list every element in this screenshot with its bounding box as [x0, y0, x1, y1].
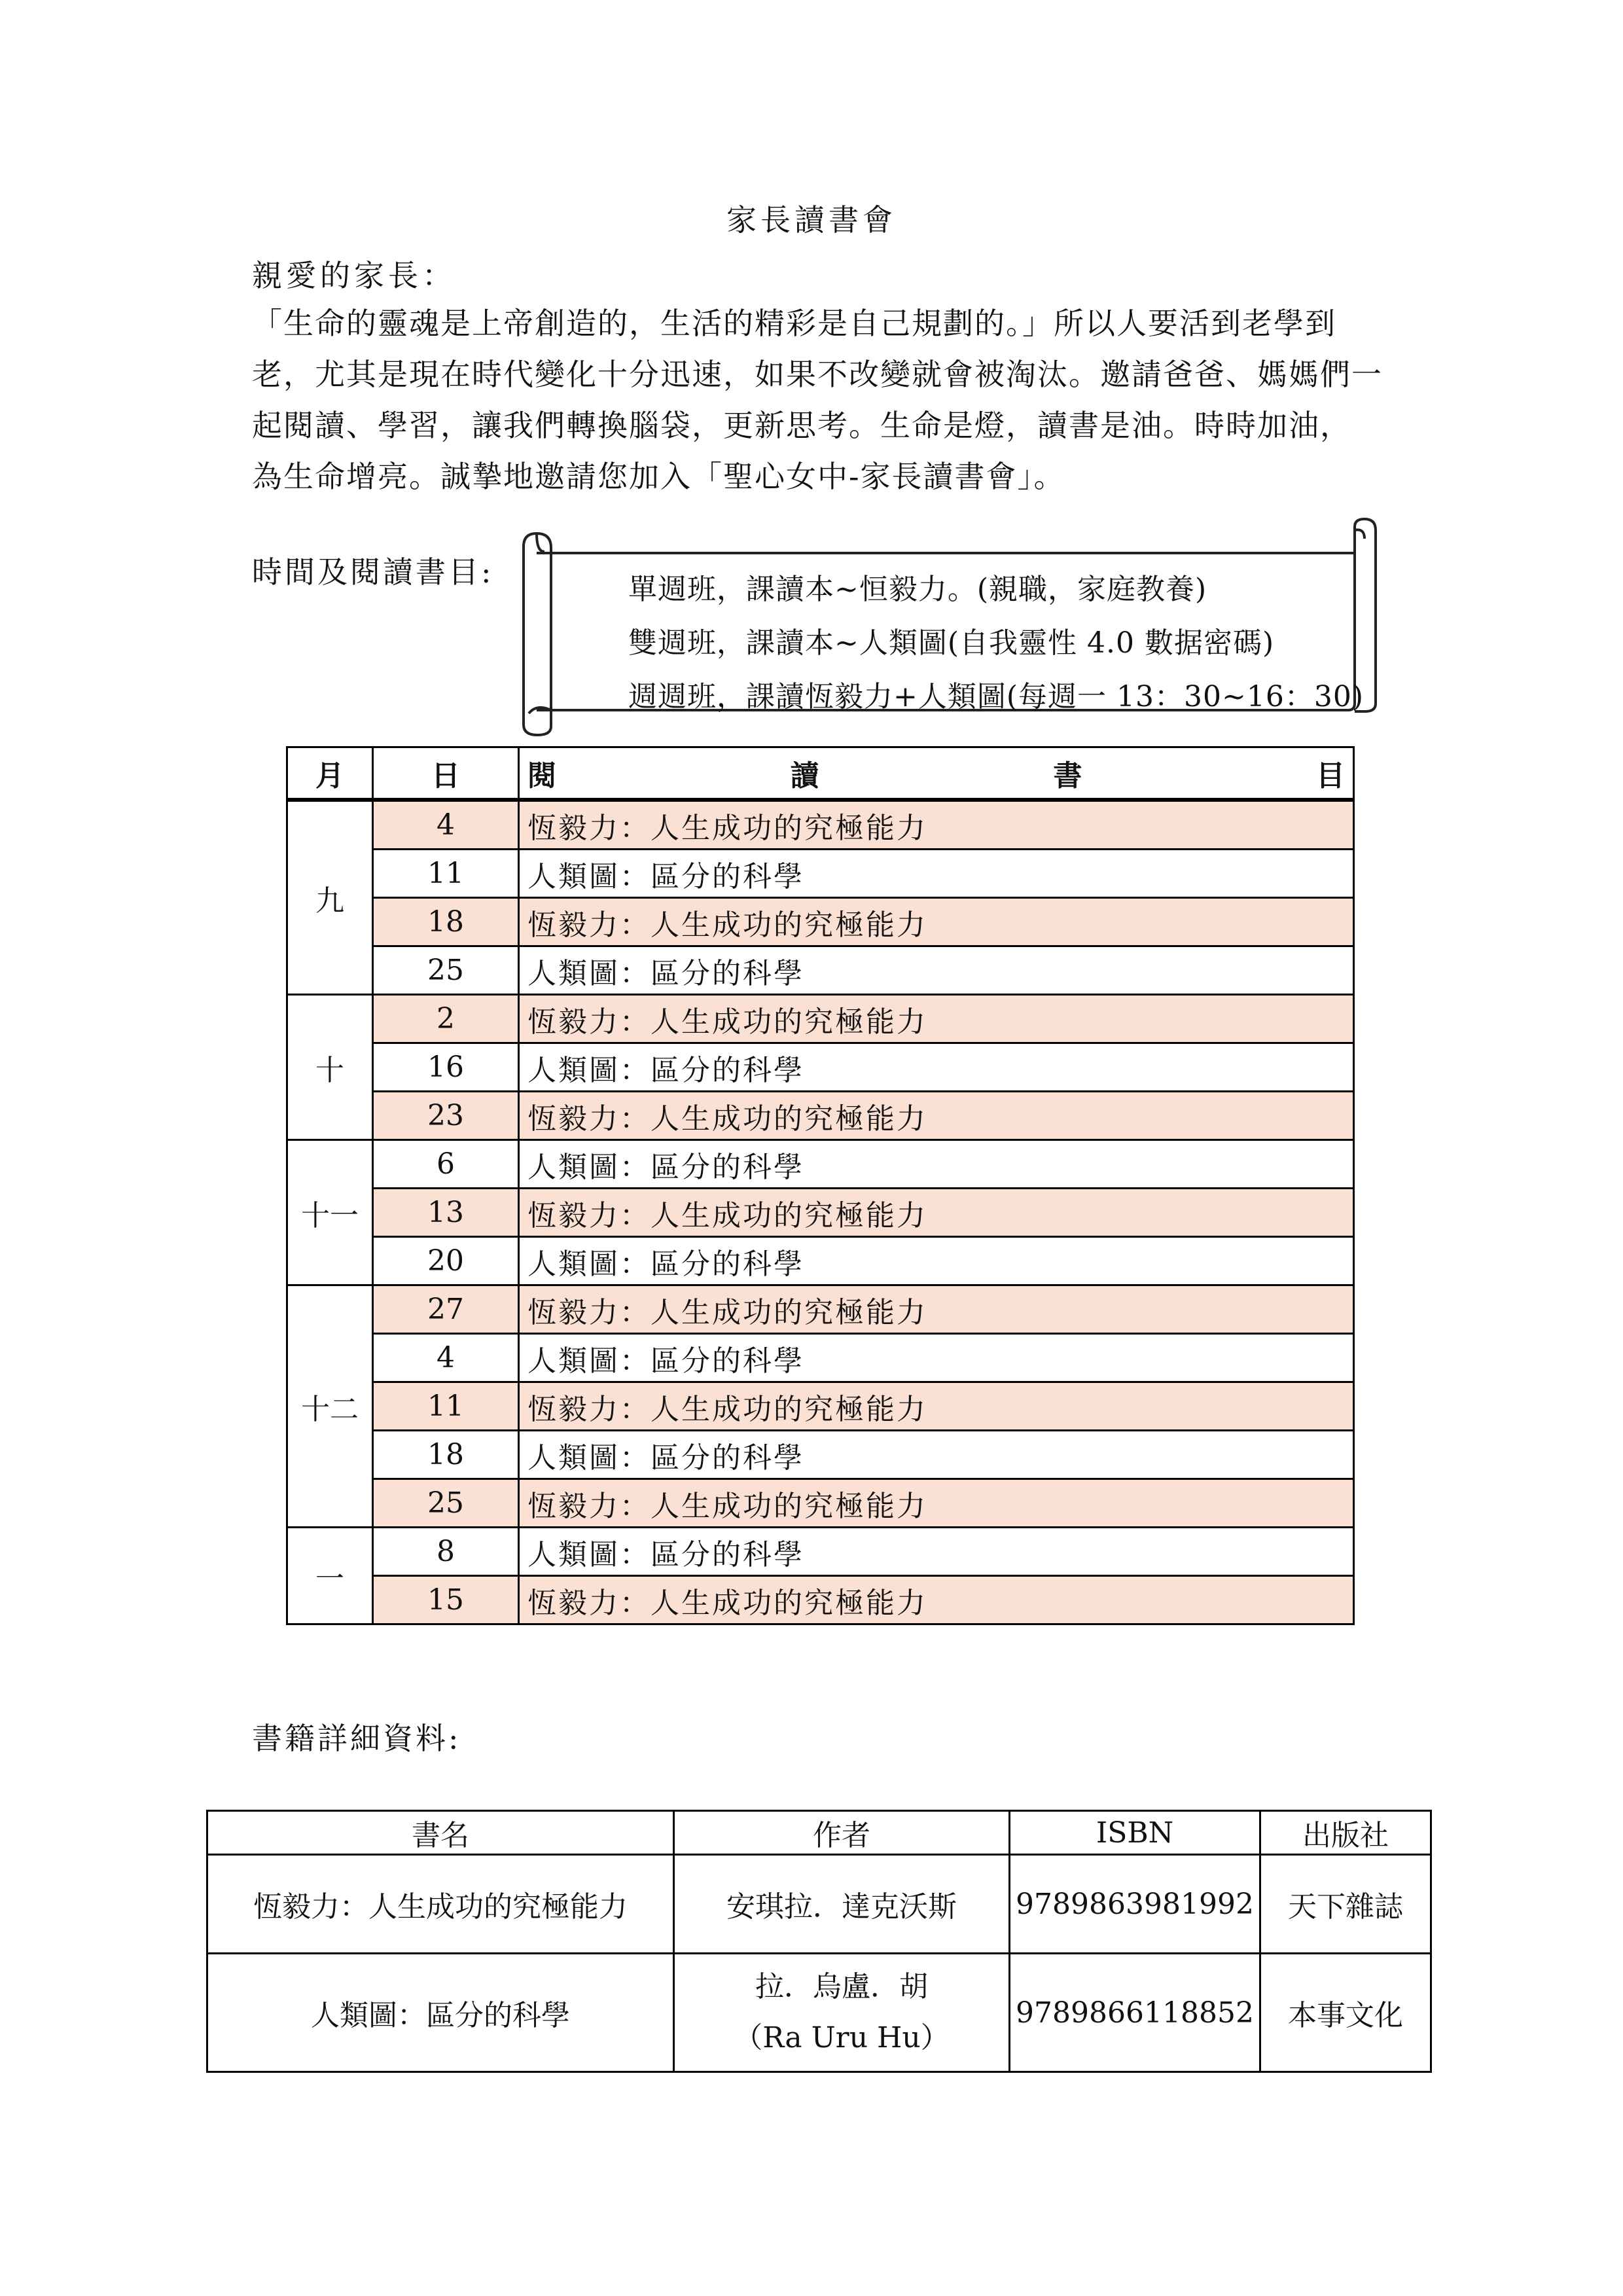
books-header-row — [207, 1811, 1431, 1855]
schedule-row — [287, 1043, 1354, 1092]
paragraph-line: 老，尤其是現在時代變化十分迅速，如果不改變就會被淘汰。邀請爸爸、媽媽們一 — [252, 357, 1383, 392]
book-cell: 人類圖：區分的科學 — [519, 1140, 1354, 1189]
schedule-row — [287, 1334, 1354, 1382]
schedule-row — [287, 1479, 1354, 1528]
header-book — [519, 747, 1354, 800]
paragraph-line: 為生命增亮。誠摯地邀請您加入「聖心女中-家長讀書會」。 — [252, 459, 1065, 494]
header-book-char: 閱 — [527, 759, 556, 793]
book-isbn: 9789863981992 — [1010, 1855, 1260, 1954]
book-cell: 人類圖：區分的科學 — [519, 850, 1354, 898]
schedule-row — [287, 1528, 1354, 1576]
day-cell: 15 — [373, 1576, 519, 1624]
schedule-row — [287, 800, 1354, 850]
schedule-row — [287, 1140, 1354, 1189]
books-table — [206, 1810, 1432, 2073]
schedule-label: 時間及閱讀書目: — [252, 554, 494, 590]
schedule-row — [287, 850, 1354, 898]
book-cell: 人類圖：區分的科學 — [519, 1431, 1354, 1479]
intro-paragraph — [252, 298, 1404, 502]
book-cell: 恆毅力：人生成功的究極能力 — [519, 1092, 1354, 1140]
schedule-row — [287, 898, 1354, 946]
day-cell: 25 — [373, 1479, 519, 1528]
header-publisher: 出版社 — [1260, 1811, 1431, 1855]
book-row — [207, 1855, 1431, 1954]
schedule-row — [287, 1285, 1354, 1334]
book-cell: 恆毅力：人生成功的究極能力 — [519, 1189, 1354, 1237]
book-cell: 恆毅力：人生成功的究極能力 — [519, 1576, 1354, 1624]
schedule-row — [287, 1092, 1354, 1140]
month-cell: 十 — [287, 995, 373, 1140]
paragraph-line: 起閱讀、學習，讓我們轉換腦袋，更新思考。生命是燈，讀書是油。時時加油， — [252, 408, 1351, 443]
day-cell: 20 — [373, 1237, 519, 1285]
book-row — [207, 1954, 1431, 2072]
book-cell: 恆毅力：人生成功的究極能力 — [519, 1285, 1354, 1334]
book-cell: 人類圖：區分的科學 — [519, 1237, 1354, 1285]
header-book-char: 書 — [1053, 759, 1082, 793]
books-label: 書籍詳細資料: — [252, 1721, 461, 1756]
schedule-row — [287, 1237, 1354, 1285]
book-cell: 恆毅力：人生成功的究極能力 — [519, 1479, 1354, 1528]
day-cell: 4 — [373, 800, 519, 850]
day-cell: 8 — [373, 1528, 519, 1576]
day-cell: 2 — [373, 995, 519, 1043]
month-cell: 十二 — [287, 1285, 373, 1528]
class-double-week: 雙週班，課讀本~人類圖(自我靈性 4.0 數据密碼) — [628, 626, 1275, 660]
paragraph-line: 「生命的靈魂是上帝創造的，生活的精彩是自己規劃的。」所以人要活到老學到 — [252, 306, 1336, 341]
day-cell: 4 — [373, 1334, 519, 1382]
day-cell: 11 — [373, 850, 519, 898]
schedule-table — [286, 746, 1355, 1625]
day-cell: 18 — [373, 898, 519, 946]
header-book-char: 讀 — [790, 759, 819, 793]
month-cell: 十一 — [287, 1140, 373, 1285]
book-author: 安琪拉．達克沃斯 — [674, 1855, 1010, 1954]
header-month: 月 — [287, 747, 373, 800]
book-cell: 人類圖：區分的科學 — [519, 1528, 1354, 1576]
author-name: 拉．烏盧．胡 — [755, 1970, 928, 2003]
schedule-row — [287, 1431, 1354, 1479]
schedule-row — [287, 1576, 1354, 1624]
schedule-body — [287, 800, 1354, 1624]
schedule-row — [287, 1189, 1354, 1237]
author-name-latin: （Ra Uru Hu） — [734, 2021, 950, 2054]
schedule-row — [287, 1382, 1354, 1431]
book-cell: 人類圖：區分的科學 — [519, 1043, 1354, 1092]
book-cell: 人類圖：區分的科學 — [519, 1334, 1354, 1382]
day-cell: 27 — [373, 1285, 519, 1334]
class-list — [628, 563, 1364, 724]
greeting: 親愛的家長： — [252, 258, 456, 293]
book-cell: 人類圖：區分的科學 — [519, 946, 1354, 995]
book-cell: 恆毅力：人生成功的究極能力 — [519, 800, 1354, 850]
book-cell: 恆毅力：人生成功的究極能力 — [519, 995, 1354, 1043]
schedule-header-row — [287, 747, 1354, 800]
book-title: 人類圖：區分的科學 — [207, 1954, 674, 2072]
header-day: 日 — [373, 747, 519, 800]
book-cell: 恆毅力：人生成功的究極能力 — [519, 1382, 1354, 1431]
day-cell: 16 — [373, 1043, 519, 1092]
schedule-row — [287, 946, 1354, 995]
book-title: 恆毅力：人生成功的究極能力 — [207, 1855, 674, 1954]
month-cell: 一 — [287, 1528, 373, 1624]
class-every-week: 週週班，課讀恆毅力+人類圖(每週一 13：30~16：30) — [628, 680, 1364, 713]
day-cell: 11 — [373, 1382, 519, 1431]
book-publisher: 本事文化 — [1260, 1954, 1431, 2072]
header-author: 作者 — [674, 1811, 1010, 1855]
day-cell: 25 — [373, 946, 519, 995]
day-cell: 13 — [373, 1189, 519, 1237]
day-cell: 23 — [373, 1092, 519, 1140]
class-single-week: 單週班，課讀本~恒毅力。(親職，家庭教養) — [628, 573, 1207, 606]
day-cell: 18 — [373, 1431, 519, 1479]
schedule-row — [287, 995, 1354, 1043]
header-isbn: ISBN — [1010, 1811, 1260, 1855]
day-cell: 6 — [373, 1140, 519, 1189]
book-publisher: 天下雜誌 — [1260, 1855, 1431, 1954]
book-cell: 恆毅力：人生成功的究極能力 — [519, 898, 1354, 946]
book-author — [674, 1954, 1010, 2072]
page-title: 家長讀書會 — [726, 202, 897, 238]
header-title: 書名 — [207, 1811, 674, 1855]
book-isbn: 9789866118852 — [1010, 1954, 1260, 2072]
month-cell: 九 — [287, 800, 373, 995]
header-book-char: 目 — [1315, 759, 1345, 793]
